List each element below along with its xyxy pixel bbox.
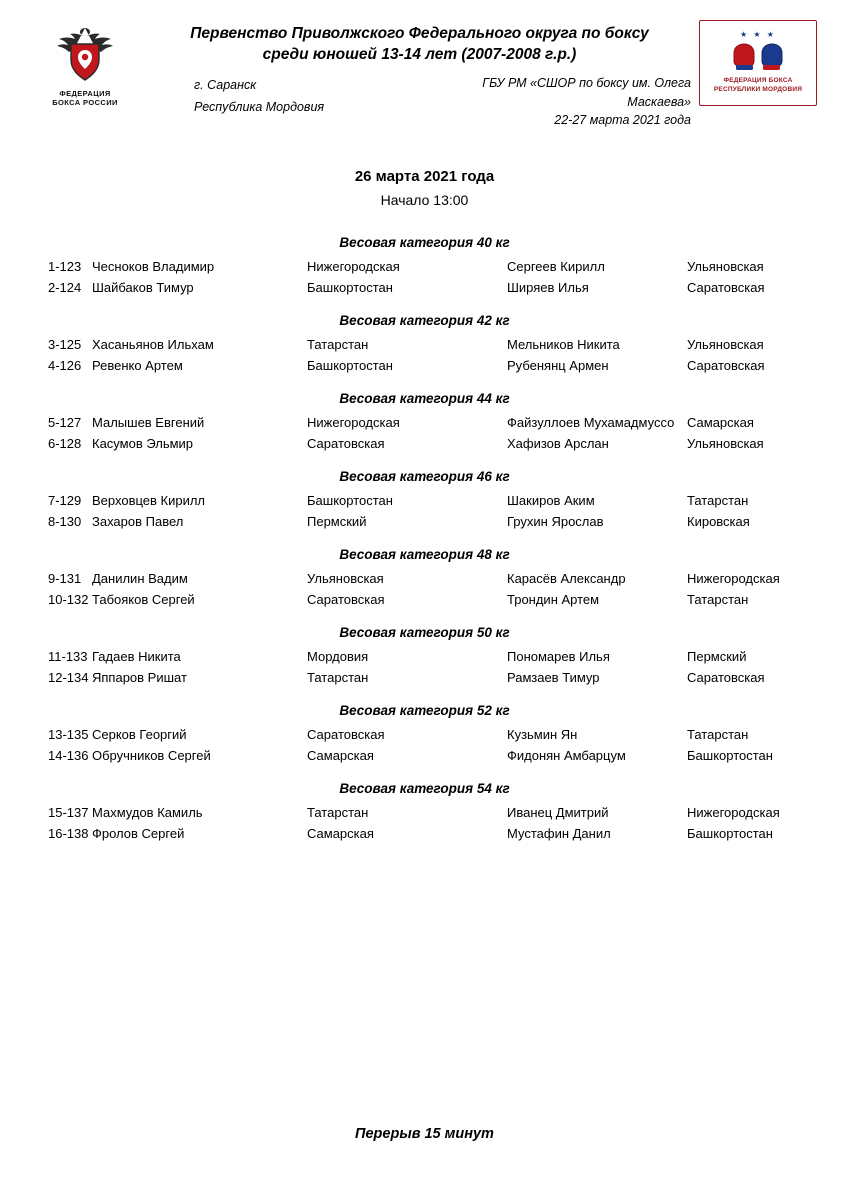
bout-row [30,490,819,512]
bout-number: 4-126 [48,358,82,374]
bout-number: 9-131 [48,570,82,586]
blue-corner-region: Ульяновская [687,258,764,274]
weight-category-title: Весовая категория 46 кг [339,468,510,484]
blue-corner-region: Саратовская [687,358,765,374]
bout-number: 11-133 [48,648,88,664]
blue-corner-region: Татарстан [687,492,749,508]
red-corner-name: Данилин Вадим [92,570,188,586]
bout-row [30,256,819,278]
weight-category-group [30,781,819,845]
bout-number: 14-136 [48,748,89,764]
bout-row [30,667,819,689]
blue-corner-region: Кировская [687,514,750,530]
bout-row [30,433,819,455]
event-region: Республика Мордовия [194,100,325,115]
weight-category-title: Весовая категория 48 кг [339,546,510,562]
red-corner-region: Башкортостан [307,358,393,374]
blue-corner-name: Рубенянц Армен [507,358,609,374]
header-organizer [425,74,691,130]
blue-corner-name: Пономарев Илья [507,648,610,664]
bout-number: 8-130 [48,514,82,530]
red-corner-region: Пермский [307,514,367,530]
bout-number: 7-129 [48,492,82,508]
blue-corner-name: Карасёв Александр [507,570,626,586]
red-corner-name: Захаров Павел [92,514,184,530]
red-corner-name: Ревенко Артем [92,358,183,374]
blue-corner-region: Ульяновская [687,336,764,352]
event-title-line1: Первенство Приволжского Федерального округа по боксу [190,25,649,42]
red-corner-name: Чесноков Владимир [92,258,215,274]
blue-corner-region: Башкортостан [687,826,773,842]
federation-badge [699,20,817,106]
red-corner-name: Верховцев Кирилл [92,492,206,508]
russian-boxing-federation-emblem-icon [51,24,119,86]
bout-number: 12-134 [48,670,89,686]
bout-row [30,355,819,377]
organizer-line1: ГБУ РМ «СШОР по боксу им. Олега [482,75,691,90]
red-corner-region: Саратовская [307,726,385,742]
blue-corner-region: Башкортостан [687,748,773,764]
bout-row [30,802,819,824]
blue-corner-name: Ширяев Илья [507,280,589,296]
event-title-line2: среди юношей 13-14 лет (2007-2008 г.р.) [262,45,577,63]
bout-row [30,823,819,845]
red-corner-name: Гадаев Никита [92,648,181,664]
blue-corner-name: Кузьмин Ян [507,726,578,742]
red-corner-region: Самарская [307,748,374,764]
header-subinfo [148,74,691,130]
red-corner-region: Татарстан [307,336,369,352]
bout-number: 15-137 [48,804,89,820]
red-corner-region: Нижегородская [307,414,400,430]
blue-corner-region: Самарская [687,414,754,430]
blue-corner-name: Мустафин Данил [507,826,611,842]
bout-row [30,568,819,590]
blue-corner-name: Шакиров Аким [507,492,595,508]
blue-corner-region: Саратовская [687,670,765,686]
header-location [148,74,425,130]
bout-row [30,412,819,434]
weight-category-group [30,391,819,455]
bout-number: 13-135 [48,726,89,742]
session-start-time: Начало 13:00 [380,191,469,208]
red-corner-name: Касумов Эльмир [92,436,194,452]
bout-row [30,646,819,668]
blue-corner-region: Пермский [687,648,747,664]
red-corner-region: Саратовская [307,436,385,452]
stars-decoration: ★ ★ ★ [740,30,776,40]
weight-category-title: Весовая категория 40 кг [339,234,510,250]
header-title-block [140,18,699,130]
red-corner-name: Яппаров Ришат [92,670,187,686]
red-corner-region: Башкортостан [307,492,393,508]
break-note: Перерыв 15 минут [355,1126,494,1142]
red-corner-name: Обручников Сергей [92,748,211,764]
red-corner-region: Саратовская [307,592,385,608]
red-corner-region: Татарстан [307,804,369,820]
weight-category-group [30,235,819,299]
bout-row [30,511,819,533]
right-logo-caption: ФЕДЕРАЦИЯ БОКСА РЕСПУБЛИКИ МОРДОВИЯ [713,77,803,93]
event-city: г. Саранск [194,77,257,92]
weight-category-title: Весовая категория 50 кг [339,624,510,640]
red-corner-name: Малышев Евгений [92,414,205,430]
blue-corner-region: Ульяновская [687,436,764,452]
bout-row [30,745,819,767]
blue-corner-region: Татарстан [687,726,749,742]
event-dates: 22-27 марта 2021 года [554,113,691,128]
organizer-line2: Маскаева» [627,94,691,109]
weight-category-group [30,547,819,611]
mordovia-boxing-federation-logo [699,18,819,106]
blue-corner-region: Нижегородская [687,804,780,820]
weight-category-title: Весовая категория 44 кг [339,390,510,406]
bout-number: 2-124 [48,280,82,296]
blue-corner-region: Нижегородская [687,570,780,586]
weight-category-title: Весовая категория 42 кг [339,312,510,328]
red-corner-name: Серков Георгий [92,726,187,742]
blue-corner-region: Татарстан [687,592,749,608]
document-header [30,18,819,140]
blue-corner-name: Трондин Артем [507,592,600,608]
bout-row [30,724,819,746]
bout-row [30,277,819,299]
bout-list [30,235,819,845]
weight-category-title: Весовая категория 54 кг [339,780,510,796]
bout-row [30,589,819,611]
bout-number: 6-128 [48,436,82,452]
red-corner-name: Махмудов Камиль [92,804,203,820]
red-corner-name: Хасаньянов Ильхам [92,336,214,352]
weight-category-group [30,469,819,533]
bout-row [30,334,819,356]
weight-category-group [30,703,819,767]
bout-number: 1-123 [48,258,82,274]
bout-number: 5-127 [48,414,82,430]
weight-category-group [30,625,819,689]
red-corner-name: Шайбаков Тимур [92,280,194,296]
weight-category-group [30,313,819,377]
blue-corner-name: Сергеев Кирилл [507,258,605,274]
weight-category-title: Весовая категория 52 кг [339,702,510,718]
red-corner-name: Фролов Сергей [92,826,185,842]
blue-corner-name: Мельников Никита [507,336,620,352]
blue-corner-region: Саратовская [687,280,765,296]
bout-number: 16-138 [48,826,89,842]
blue-corner-name: Иванец Дмитрий [507,804,609,820]
session-date: 26 марта 2021 года [354,168,495,185]
left-logo-caption: ФЕДЕРАЦИЯ БОКСА РОССИИ [52,89,118,108]
bout-number: 10-132 [48,592,89,608]
red-corner-region: Мордовия [307,648,369,664]
red-corner-region: Ульяновская [307,570,384,586]
red-corner-region: Нижегородская [307,258,400,274]
blue-corner-name: Фидонян Амбарцум [507,748,626,764]
boxing-gloves-icon [730,40,786,74]
red-corner-region: Татарстан [307,670,369,686]
red-corner-region: Башкортостан [307,280,393,296]
bout-number: 3-125 [48,336,82,352]
session-date-block [30,166,819,211]
blue-corner-name: Грухин Ярослав [507,514,604,530]
blue-corner-name: Хафизов Арслан [507,436,609,452]
blue-corner-name: Рамзаев Тимур [507,670,600,686]
russian-boxing-federation-logo [30,18,140,108]
red-corner-region: Самарская [307,826,374,842]
red-corner-name: Табояков Сергей [92,592,195,608]
blue-corner-name: Файзуллоев Мухамадмуссо [507,414,675,430]
